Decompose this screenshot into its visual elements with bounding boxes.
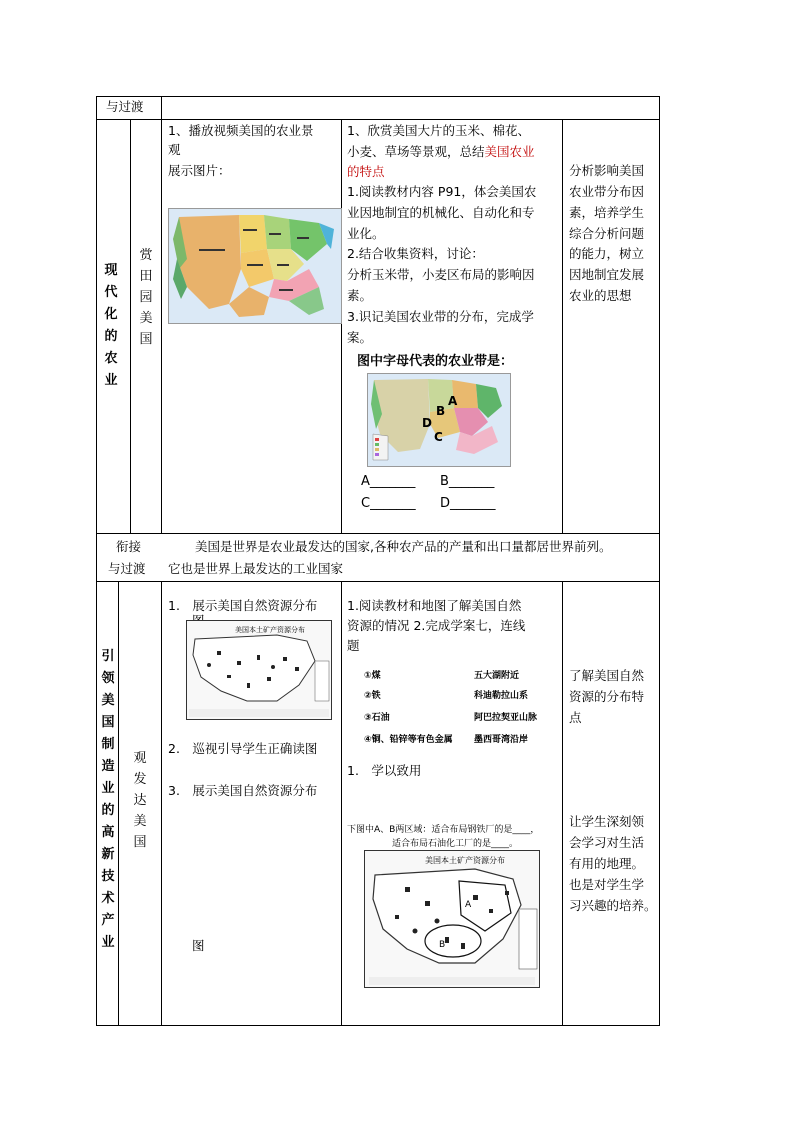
svg-text:B: B bbox=[439, 940, 446, 950]
student-activity-line: 1、欣赏美国大片的玉米、棉花、 bbox=[347, 123, 530, 138]
match-right-item[interactable]: 科迪勒拉山系 bbox=[474, 691, 529, 701]
answer-blank-c[interactable]: C_______ bbox=[361, 496, 416, 511]
student-activity-line: 业化。 bbox=[347, 226, 385, 241]
question-text: 适合布局石油化工厂的是____。 bbox=[392, 839, 519, 849]
answer-blank-b[interactable]: B_______ bbox=[440, 474, 495, 489]
highlight-text: 的特点 bbox=[347, 164, 385, 179]
intent-line: 资源的分布特 bbox=[569, 689, 645, 704]
us-mineral-map-regions bbox=[364, 850, 540, 988]
svg-text:A: A bbox=[465, 900, 472, 910]
intent-line: 会学习对生活 bbox=[569, 835, 645, 850]
teacher-step: 2. 巡视引导学生正确读图 bbox=[168, 741, 318, 756]
intent-line: 有用的地理。 bbox=[569, 856, 645, 871]
teacher-activity-line: 观 bbox=[168, 142, 181, 157]
answer-blank-a[interactable]: A_______ bbox=[361, 474, 416, 489]
row-label-link: 衔接 bbox=[116, 539, 142, 554]
match-right-item[interactable]: 阿巴拉契亚山脉 bbox=[474, 713, 538, 723]
intent-line: 素，培养学生 bbox=[569, 205, 645, 220]
apply-heading: 1. 学以致用 bbox=[347, 763, 422, 778]
us-mineral-map-small bbox=[186, 620, 332, 720]
intent-line: 农业带分布因 bbox=[569, 184, 645, 199]
teacher-activity-line: 1、播放视频美国的农业景 bbox=[168, 123, 314, 138]
question-heading: 图中字母代表的农业带是： bbox=[357, 354, 514, 369]
map-letter-d: D bbox=[422, 416, 432, 430]
intent-line: 让学生深刻领 bbox=[569, 814, 645, 829]
map-title: 美国本土矿产资源分布 bbox=[235, 626, 305, 634]
match-right-item[interactable]: 五大湖附近 bbox=[474, 671, 520, 681]
intent-line: 因地制宜发展 bbox=[569, 267, 645, 282]
student-activity-line: 1.阅读教材和地图了解美国自然 bbox=[347, 598, 522, 613]
teacher-step: 图 bbox=[192, 938, 205, 953]
section-subtitle-vertical: 赏 田 园 美 国 bbox=[139, 248, 153, 347]
section-title-vertical: 引 领 美 国 制 造 业 的 高 新 技 术 产 业 bbox=[101, 649, 115, 950]
intent-line: 分析影响美国 bbox=[569, 163, 645, 178]
map-letter-a: A bbox=[448, 394, 458, 408]
match-left-item[interactable]: ④铜、铅锌等有色金属 bbox=[364, 735, 453, 745]
section-title-vertical: 现 代 化 的 农 业 bbox=[104, 263, 118, 388]
student-activity-line: 小麦、草场等景观，总结美国农业 bbox=[347, 144, 535, 159]
intent-line: 了解美国自然 bbox=[569, 668, 645, 683]
intent-line: 农业的思想 bbox=[569, 288, 632, 303]
transition-text: 美国是世界是农业最发达的国家,各种农产品的产量和出口量都居世界前列。 bbox=[195, 539, 612, 554]
map-letter-c: C bbox=[434, 430, 443, 444]
student-activity-line: 1.阅读教材内容 P91，体会美国农 bbox=[347, 184, 537, 199]
intent-line: 综合分析问题 bbox=[569, 226, 645, 241]
intent-line: 习兴趣的培养。 bbox=[569, 898, 657, 913]
student-activity-line: 案。 bbox=[347, 330, 373, 345]
match-left-item[interactable]: ②铁 bbox=[364, 691, 381, 701]
intent-line: 的能力，树立 bbox=[569, 246, 645, 261]
transition-text: 它也是世界上最发达的工业国家 bbox=[168, 561, 344, 576]
question-text: 下图中A、B两区域：适合布局钢铁厂的是____， bbox=[347, 825, 540, 835]
agriculture-belt-quiz-map bbox=[367, 373, 511, 467]
row-label-transition: 与过渡 bbox=[106, 99, 144, 114]
highlight-text: 美国农业 bbox=[484, 144, 535, 159]
us-agriculture-map bbox=[168, 208, 342, 324]
teacher-step: 3. 展示美国自然资源分布 bbox=[168, 783, 318, 798]
section-subtitle-vertical: 观 发 达 美 国 bbox=[133, 751, 147, 850]
student-activity-line: 业因地制宜的机械化、自动化和专 bbox=[347, 205, 535, 220]
student-activity-line: 题 bbox=[347, 638, 360, 653]
match-left-item[interactable]: ①煤 bbox=[364, 671, 381, 681]
student-activity-line: 素。 bbox=[347, 288, 373, 303]
teacher-step: 1. 展示美国自然资源分布 bbox=[168, 598, 318, 613]
row-label-transition: 与过渡 bbox=[108, 561, 146, 576]
intent-line: 点 bbox=[569, 710, 582, 725]
map-letter-b: B bbox=[436, 404, 446, 418]
intent-line: 也是对学生学 bbox=[569, 877, 645, 892]
student-activity-line: 分析玉米带，小麦区布局的影响因 bbox=[347, 267, 535, 282]
match-right-item[interactable]: 墨西哥湾沿岸 bbox=[474, 735, 529, 745]
map-title: 美国本土矿产资源分布 bbox=[425, 856, 505, 865]
teacher-activity-line: 展示图片： bbox=[168, 163, 231, 178]
answer-blank-d[interactable]: D_______ bbox=[440, 496, 496, 511]
student-activity-line: 资源的情况 2.完成学案七，连线 bbox=[347, 618, 526, 633]
student-activity-line: 2.结合收集资料，讨论： bbox=[347, 246, 484, 261]
student-activity-line: 3.识记美国农业带的分布，完成学 bbox=[347, 309, 534, 324]
match-left-item[interactable]: ③石油 bbox=[364, 713, 390, 723]
